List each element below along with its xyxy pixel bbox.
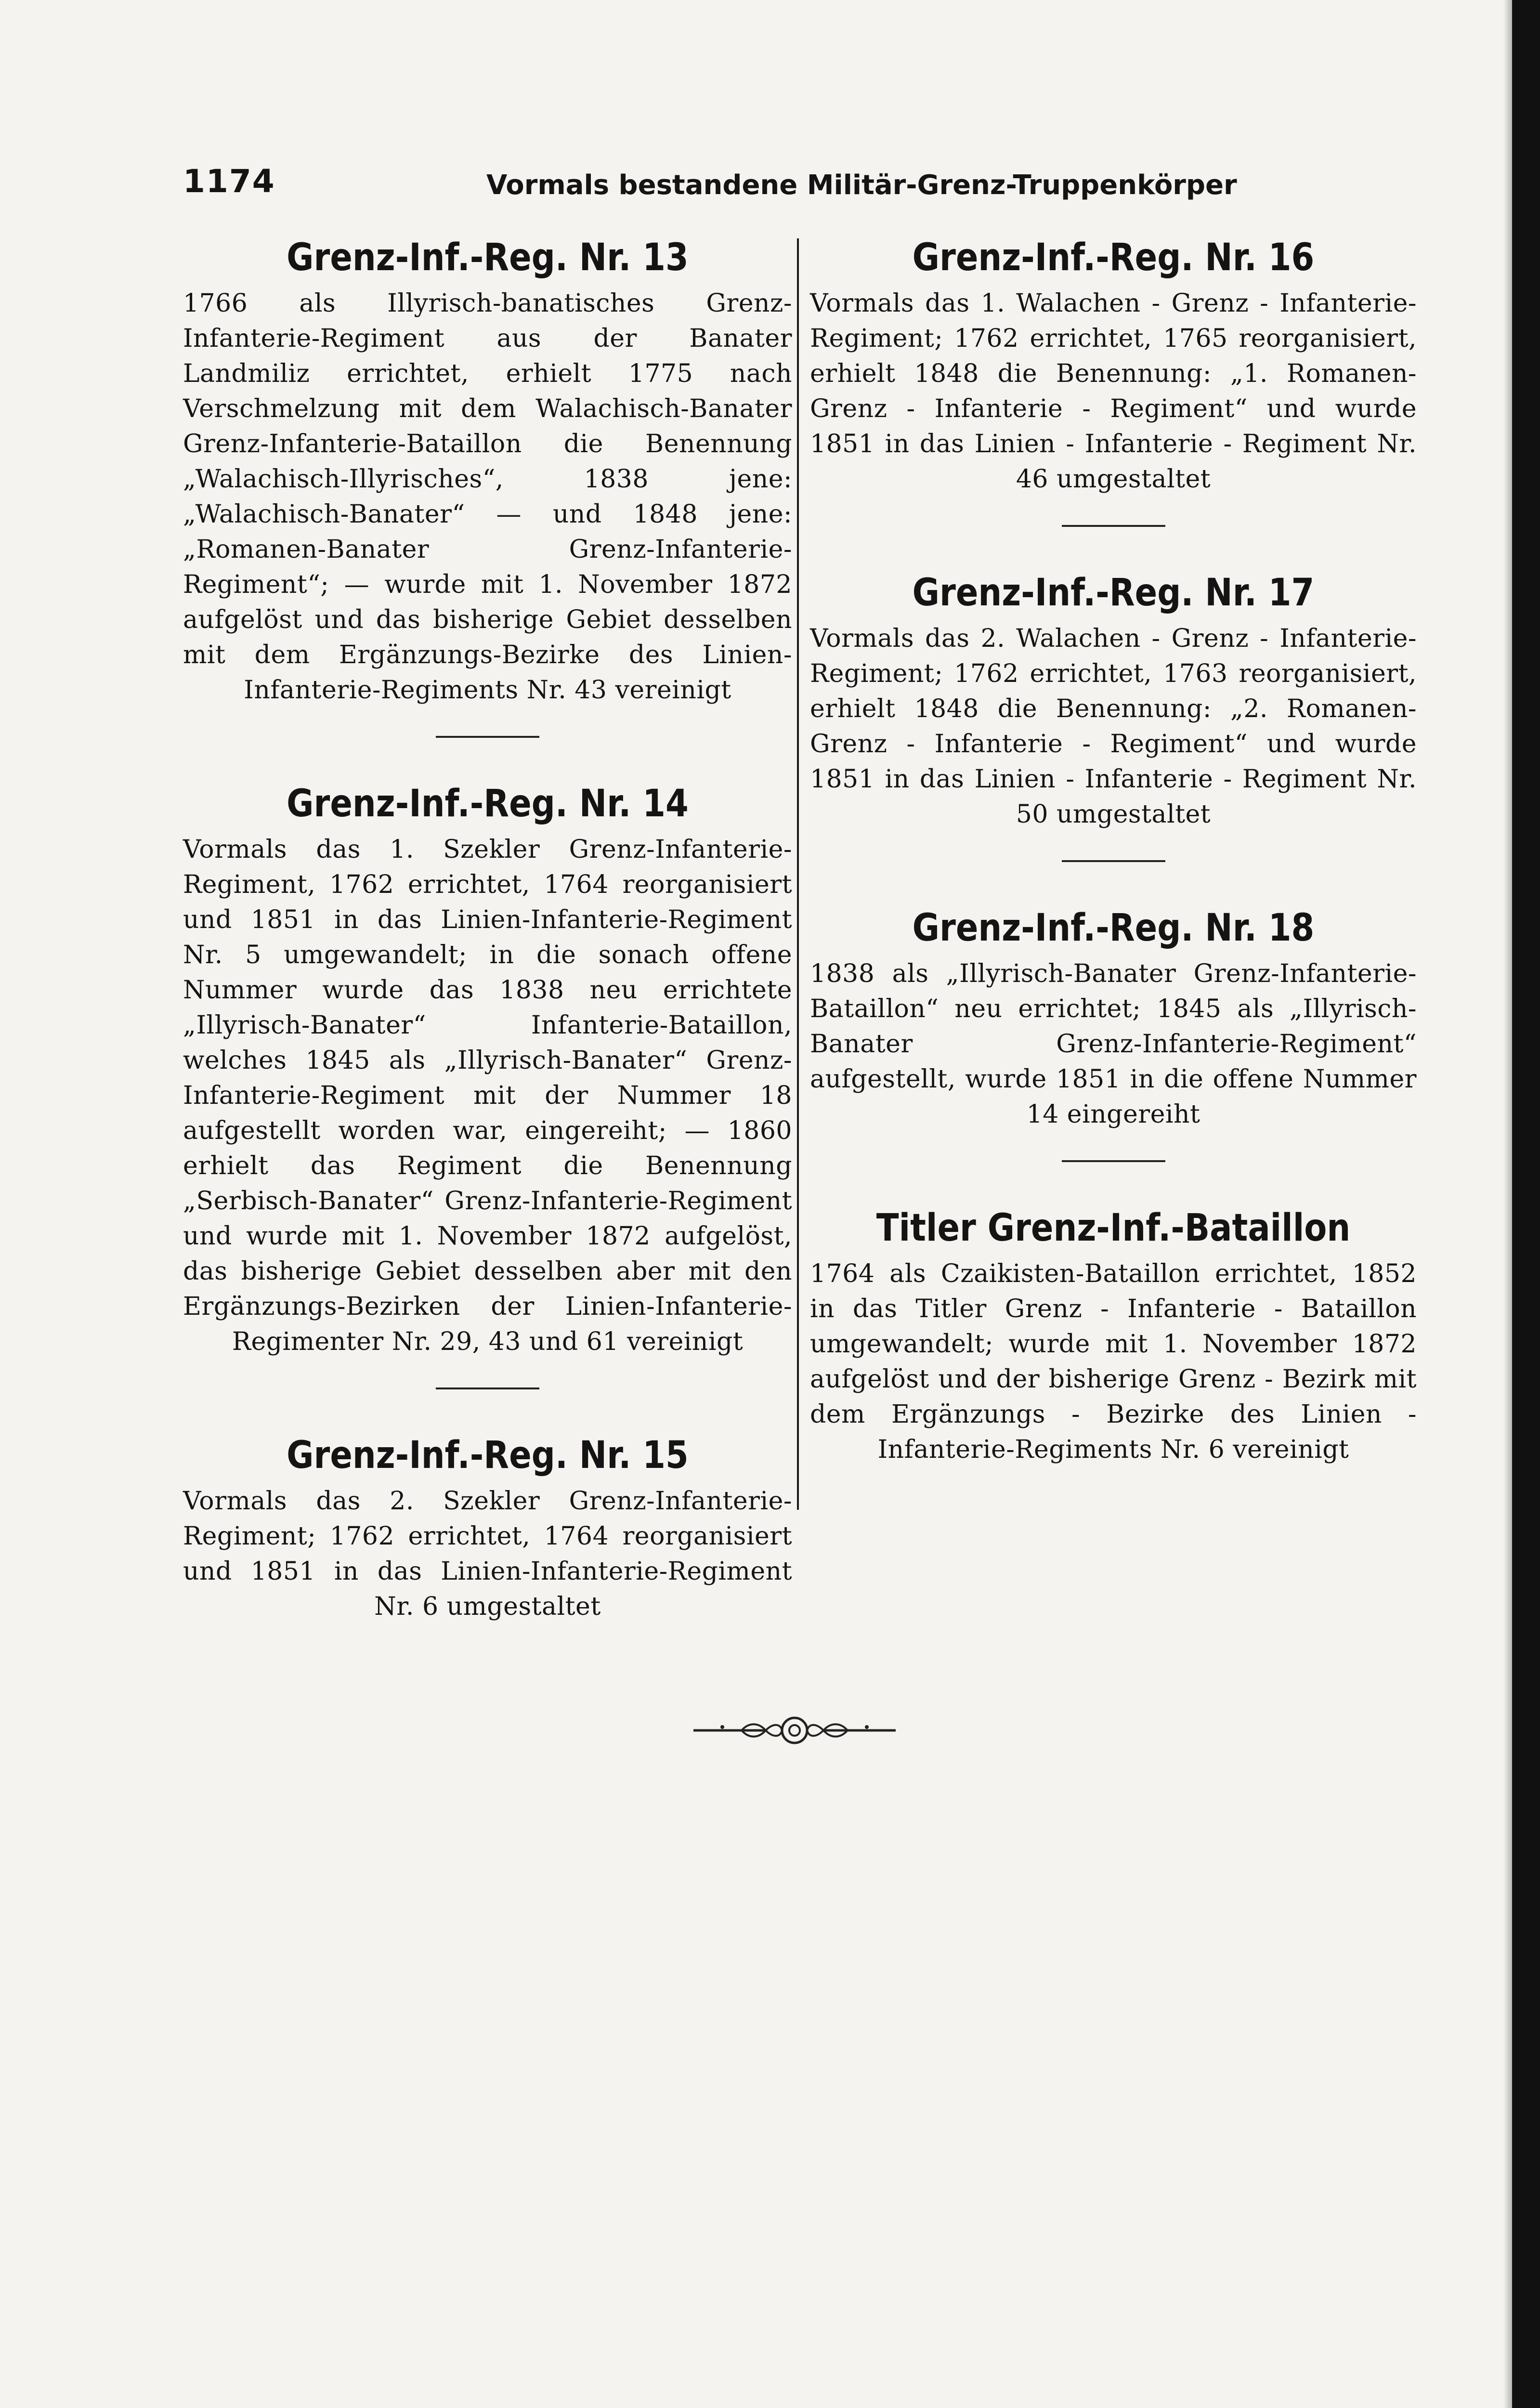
left-column bbox=[183, 231, 792, 1624]
section-reg-13 bbox=[183, 231, 792, 708]
section-heading: Grenz-Inf.-Reg. Nr. 14 bbox=[287, 782, 689, 825]
section-rule bbox=[436, 1387, 539, 1389]
right-column bbox=[810, 231, 1417, 1467]
section-rule bbox=[1062, 860, 1165, 862]
page-number: 1174 bbox=[183, 163, 275, 200]
scan-border bbox=[1512, 0, 1540, 2408]
section-heading: Grenz-Inf.-Reg. Nr. 13 bbox=[287, 236, 689, 279]
section-heading: Grenz-Inf.-Reg. Nr. 18 bbox=[912, 906, 1315, 950]
section-body: 1766 als Illyrisch-banatisches Grenz-Infanterie-Regiment aus der Banater Landmiliz errichtet, erhielt 1775 nach Verschmelzung mit dem Walachisch-Banater Grenz-Infanterie-Bataillon die Benennung „Walachisch-Illyrisches“, 1838 jene: „Walachisch-Banater“ — und 1848 jene: „Romanen-Banater Grenz-Infanterie-Regiment“; — wurde mit 1. November 1872 aufgelöst und das bisherige Gebiet desselben mit dem Ergänzungs-Bezirke des Linien-Infanterie-Regiments Nr. 43 vereinigt bbox=[183, 289, 792, 705]
section-body: 1764 als Czaikisten-Bataillon errichtet, 1852 in das Titler Grenz - Infanterie - Bataillon umgewandelt; wurde mit 1. November 1872 aufgelöst und der bisherige Grenz - Bezirk mit dem Ergänzungs - Bezirke des Linien - Infanterie-Regiments Nr. 6 vereinigt bbox=[810, 1259, 1417, 1464]
section-body: Vormals das 1. Szekler Grenz-Infanterie-Regiment, 1762 errichtet, 1764 reorganisiert und 1851 in das Linien-Infanterie-Regiment Nr. 5 umgewandelt; in die sonach offene Nummer wurde das 1838 neu errichtete „Illyrisch-Banater“ Infanterie-Bataillon, welches 1845 als „Illyrisch-Banater“ Grenz-Infanterie-Regiment mit der Nummer 18 aufgestellt worden war, eingereiht; — 1860 erhielt das Regiment die Benennung „Serbisch-Banater“ Grenz-Infanterie-Regiment und wurde mit 1. November 1872 aufgelöst, das bisherige Gebiet desselben aber mit den Ergänzungs-Bezirken der Linien-Infanterie-Regimenter Nr. 29, 43 und 61 vereinigt bbox=[183, 835, 792, 1356]
section-reg-16 bbox=[810, 231, 1417, 497]
section-reg-17 bbox=[810, 566, 1417, 832]
section-heading: Grenz-Inf.-Reg. Nr. 15 bbox=[287, 1434, 689, 1477]
section-body: Vormals das 2. Walachen - Grenz - Infanterie-Regiment; 1762 errichtet, 1763 reorganisiert, erhielt 1848 die Benennung: „2. Romanen-Grenz - Infanterie - Regiment“ und wurde 1851 in das Linien - Infanterie - Regiment Nr. 50 umgestaltet bbox=[810, 624, 1417, 829]
section-rule bbox=[1062, 1160, 1165, 1162]
column-divider bbox=[797, 238, 799, 1510]
section-reg-15 bbox=[183, 1429, 792, 1624]
ornament-icon bbox=[693, 1714, 896, 1747]
scan-shadow bbox=[1503, 0, 1512, 2408]
running-header bbox=[183, 163, 1237, 216]
section-body: Vormals das 2. Szekler Grenz-Infanterie-Regiment; 1762 errichtet, 1764 reorganisiert und 1851 in das Linien-Infanterie-Regiment Nr. 6 umgestaltet bbox=[183, 1487, 792, 1621]
section-body: Vormals das 1. Walachen - Grenz - Infanterie-Regiment; 1762 errichtet, 1765 reorganisiert, erhielt 1848 die Benennung: „1. Romanen-Grenz - Infanterie - Regiment“ und wurde 1851 in das Linien - Infanterie - Regiment Nr. 46 umgestaltet bbox=[810, 289, 1417, 494]
section-rule bbox=[436, 736, 539, 738]
section-rule bbox=[1062, 525, 1165, 527]
section-body: 1838 als „Illyrisch-Banater Grenz-Infanterie-Bataillon“ neu errichtet; 1845 als „Illyrisch-Banater Grenz-Infanterie-Regiment“ aufgestellt, wurde 1851 in die offene Nummer 14 eingereiht bbox=[810, 959, 1417, 1129]
running-title: Vormals bestandene Militär-Grenz-Truppenkörper bbox=[486, 170, 1237, 201]
section-reg-18 bbox=[810, 902, 1417, 1132]
section-heading: Grenz-Inf.-Reg. Nr. 17 bbox=[912, 571, 1315, 615]
section-reg-14 bbox=[183, 777, 792, 1360]
section-titler-bataillon bbox=[810, 1202, 1417, 1467]
section-heading: Grenz-Inf.-Reg. Nr. 16 bbox=[912, 236, 1315, 279]
section-heading: Titler Grenz-Inf.-Bataillon bbox=[876, 1206, 1351, 1250]
